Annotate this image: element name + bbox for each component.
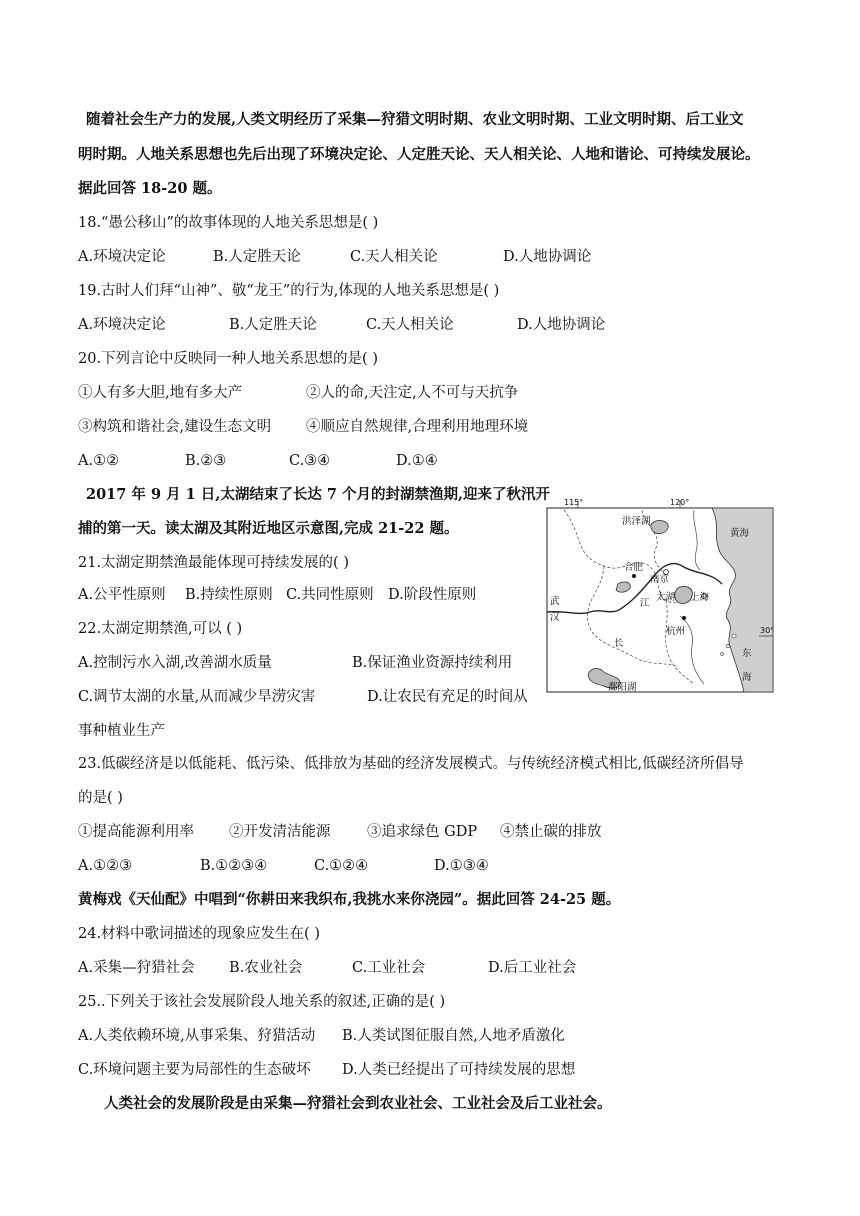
- island: [721, 653, 724, 656]
- q20-item-3: ③构筑和谐社会,建设生态文明: [78, 419, 272, 435]
- q18-stem: 18.“愚公移山”的故事体现的人地关系思想是( ): [78, 215, 379, 231]
- taihu-intro-line-2: 捕的第一天。读太湖及其附近地区示意图,完成 21-22 题。: [78, 520, 459, 537]
- q23-item-3: ③追求绿色 GDP: [367, 824, 478, 840]
- q20-stem: 20.下列言论中反映同一种人地关系思想的是( ): [78, 351, 378, 367]
- lat-label-30: 30°: [760, 626, 775, 635]
- q18-option-d: D.人地协调论: [503, 249, 592, 265]
- label-jiang: 江: [640, 598, 650, 609]
- q24-option-b: B.农业社会: [229, 960, 303, 976]
- q20-item-4: ④顺应自然规律,合理利用地理环境: [306, 419, 529, 435]
- q21-stem: 21.太湖定期禁渔最能体现可持续发展的( ): [78, 555, 349, 571]
- q19-option-c: C.天人相关论: [366, 317, 454, 333]
- label-taihu: 太湖: [656, 592, 676, 603]
- q22-option-d: D.让农民有充足的时间从: [367, 689, 528, 705]
- city-dot-hangzhou: [682, 616, 686, 620]
- q21-option-a: A.公平性原则: [78, 587, 166, 603]
- q23-item-4: ④禁止碳的排放: [500, 824, 602, 840]
- q18-option-b: B.人定胜天论: [213, 249, 301, 265]
- q24-stem: 24.材料中歌词描述的现象应发生在( ): [78, 926, 320, 942]
- q23-item-1: ①提高能源利用率: [78, 824, 194, 840]
- label-donghai-1: 东: [742, 648, 752, 659]
- q20-option-b: B.②③: [185, 453, 227, 469]
- q19-option-a: A.环境决定论: [78, 317, 166, 333]
- q23-stem-line-2: 的是( ): [78, 790, 123, 806]
- lon-label-120: 120°: [670, 498, 690, 507]
- q23-option-d: D.①③④: [434, 858, 489, 874]
- q23-option-c: C.①②④: [314, 858, 369, 874]
- q18-option-c: C.天人相关论: [350, 249, 438, 265]
- q21-option-b: B.持续性原则: [185, 587, 273, 603]
- q21-option-d: D.阶段性原则: [388, 587, 477, 603]
- q20-option-c: C.③④: [289, 453, 331, 469]
- q23-stem-line-1: 23.低碳经济是以低能耗、低污染、低排放为基础的经济发展模式。与传统经济模式相比,低碳经济所倡导: [78, 756, 744, 772]
- q20-option-d: D.①④: [396, 453, 438, 469]
- label-hefei: 合肥: [624, 562, 644, 573]
- q22-option-c: C.调节太湖的水量,从而减少旱涝灾害: [78, 689, 316, 705]
- label-hongze: 洪泽湖: [622, 516, 651, 527]
- q22-option-d-continuation: 事种植业生产: [78, 723, 165, 739]
- island: [732, 634, 736, 638]
- hongze-lake: [651, 520, 669, 533]
- q19-stem: 19.古时人们拜“山神”、敬“龙王”的行为,体现的人地关系思想是( ): [78, 283, 500, 299]
- q20-item-1: ①人有多大胆,地有多大产: [78, 385, 243, 401]
- q20-option-a: A.①②: [78, 453, 120, 469]
- lon-label-115: 115°: [564, 498, 584, 507]
- q25-option-b: B.人类试图征服自然,人地矛盾激化: [342, 1028, 565, 1044]
- island: [726, 644, 729, 647]
- q24-option-d: D.后工业社会: [488, 960, 577, 976]
- q25-stem: 25..下列关于该社会发展阶段人地关系的叙述,正确的是( ): [78, 994, 446, 1010]
- q18-option-a: A.环境决定论: [78, 249, 166, 265]
- taihu-intro-line-1: 2017 年 9 月 1 日,太湖结束了长达 7 个月的封湖禁渔期,迎来了秋汛开: [86, 486, 551, 503]
- q24-option-c: C.工业社会: [352, 960, 426, 976]
- taihu-map: [544, 496, 776, 696]
- q19-option-d: D.人地协调论: [517, 317, 606, 333]
- label-nanjing: 南京: [650, 574, 670, 585]
- q22-option-b: B.保证渔业资源持续利用: [352, 655, 513, 671]
- q23-item-2: ②开发清洁能源: [229, 824, 331, 840]
- label-hangzhou: 杭州: [666, 626, 686, 637]
- city-dot-hefei: [632, 574, 636, 578]
- label-shanghai: 上海: [690, 592, 710, 603]
- q19-option-b: B.人定胜天论: [229, 317, 317, 333]
- label-wuhan-2: 汉: [550, 612, 560, 623]
- intro-line-3: 据此回答 18-20 题。: [78, 180, 222, 197]
- intro-line-1: 随着社会生产力的发展,人类文明经历了采集—狩猎文明时期、农业文明时期、工业文明时期、后工业文: [86, 111, 744, 128]
- label-wuhan-1: 武: [550, 596, 560, 607]
- label-huanghai: 黄海: [730, 528, 750, 539]
- conclusion: 人类社会的发展阶段是由采集—狩猎社会到农业社会、工业社会及后工业社会。: [104, 1095, 612, 1112]
- label-chang: 长: [614, 638, 624, 649]
- label-donghai-2: 海: [742, 672, 752, 683]
- q23-option-a: A.①②③: [78, 858, 133, 874]
- q21-option-c: C.共同性原则: [286, 587, 374, 603]
- q22-stem: 22.太湖定期禁渔,可以 ( ): [78, 621, 243, 637]
- intro-line-2: 明时期。人地关系思想也先后出现了环境决定论、人定胜天论、天人相关论、人地和谐论、可持续发展论。: [78, 146, 760, 163]
- q24-option-a: A.采集—狩猎社会: [78, 960, 195, 976]
- q23-option-b: B.①②③④: [200, 858, 268, 874]
- q25-option-a: A.人类依赖环境,从事采集、狩猎活动: [78, 1028, 316, 1044]
- q22-option-a: A.控制污水入湖,改善湖水质量: [78, 655, 272, 671]
- q25-option-d: D.人类已经提出了可持续发展的思想: [342, 1062, 576, 1078]
- q20-item-2: ②人的命,天注定,人不可与天抗争: [306, 385, 519, 401]
- label-poyang: 鄱阳湖: [608, 682, 637, 693]
- q25-option-c: C.环境问题主要为局部性的生态破坏: [78, 1062, 311, 1078]
- huangmei-intro: 黄梅戏《天仙配》中唱到“你耕田来我织布,我挑水来你浇园”。据此回答 24-25 题。: [78, 891, 621, 908]
